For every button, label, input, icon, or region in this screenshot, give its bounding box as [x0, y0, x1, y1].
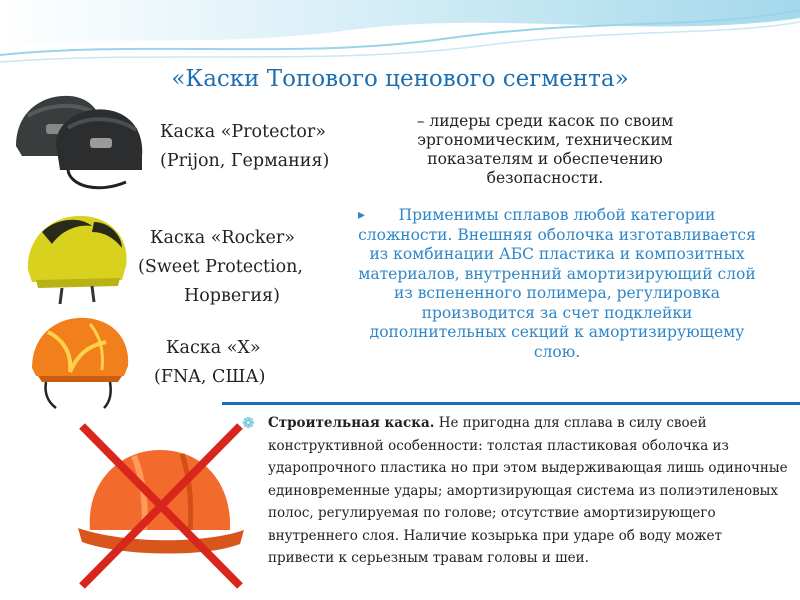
helmet-caption: Каска «Rocker» (Sweet Protection, Норвегия) [138, 228, 303, 306]
leaders-description: – лидеры среди касок по своим эргономическим, техническим показателям и обеспечению безопасности. [416, 112, 674, 187]
bullet-icon: ❁ [242, 414, 255, 432]
orange-helmet [26, 310, 136, 410]
helmet-caption: Каска «Protector» (Prijon, Германия) [160, 122, 330, 171]
yellow-helmet [22, 208, 132, 308]
black-helmet [8, 86, 148, 206]
divider [222, 402, 800, 405]
applicability-text: ▸ Применимы сплавов любой категории сложности. Внешняя оболочка изготавливается из комбинации АБС пластика и композитных материалов, внутренний амортизирующий слой из вспененного полимера, регулировка производится за счет подклейки дополнительных секций к амортизирующему слою. [358, 206, 756, 361]
page-title: «Каски Топового ценового сегмента» [171, 66, 629, 92]
red-cross [72, 418, 252, 592]
bullet-icon: ▸ [358, 207, 366, 223]
wave-header-decoration [0, 0, 800, 70]
helmet-caption: Каска «X» (FNA, США) [154, 338, 266, 387]
construction-helmet-text: ❁ Строительная каска. Не пригодна для сплава в силу своей конструктивной особенности: толстая пластиковая оболочка из ударопрочного пластика но при этом выдерживающая лишь одиночные единовременные удары; амортизирующая система из полиэтиленовых полос, регулируемая по голове; отсутствие амортизирующего внутреннего слоя. Наличие козырька при ударе об воду может привести к серьезным травам головы и шеи. [242, 414, 788, 566]
